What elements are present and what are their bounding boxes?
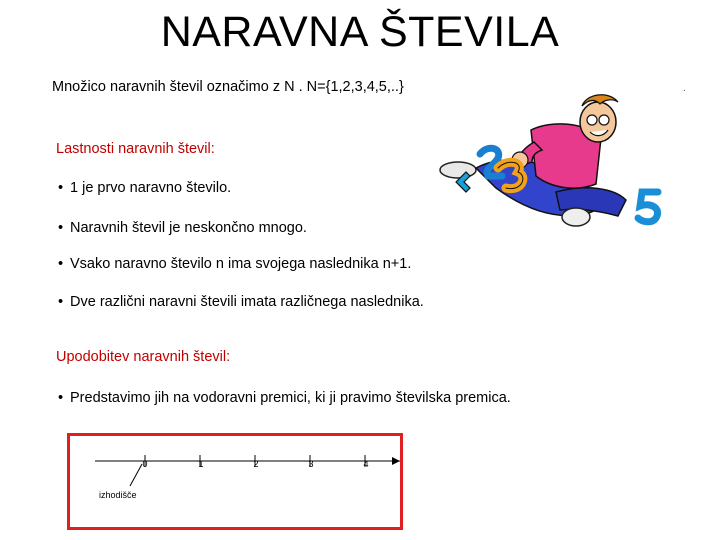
tick-label-4: 4	[363, 459, 369, 469]
representation-heading: Upodobitev naravnih števil:	[56, 349, 231, 365]
tick-label-2: 2	[253, 459, 259, 469]
list-item-text: Predstavimo jih na vodoravni premici, ki ji pravimo številska premica.	[70, 390, 511, 406]
origin-pointer	[130, 464, 142, 486]
number-line	[70, 436, 400, 527]
list-item	[58, 390, 511, 406]
boy-with-numbers-clipart	[436, 92, 680, 242]
bullet-icon: •	[58, 390, 64, 406]
bullet-icon: •	[58, 220, 64, 236]
tick-label-3: 3	[308, 459, 314, 469]
bullet-icon: •	[58, 256, 64, 272]
page-title: NARAVNA ŠTEVILA	[160, 8, 560, 56]
list-item	[58, 220, 307, 236]
list-item-text: 1 je prvo naravno število.	[70, 180, 232, 196]
list-item	[58, 294, 424, 310]
bullet-icon: •	[58, 294, 64, 310]
corner-dot: .	[683, 83, 686, 94]
origin-label: izhodišče	[99, 490, 137, 500]
list-item-text: Vsako naravno število n ima svojega naslednika n+1.	[70, 256, 412, 272]
intro-text: Množico naravnih števil označimo z N . N={1,2,3,4,5,..}	[52, 79, 404, 95]
list-item	[58, 180, 231, 196]
bullet-icon: •	[58, 180, 64, 196]
list-item-text: Naravnih števil je neskončno mnogo.	[70, 220, 307, 236]
properties-heading: Lastnosti naravnih števil:	[56, 141, 215, 157]
number-line-frame	[67, 433, 403, 530]
tick-label-1: 1	[198, 459, 204, 469]
list-item	[58, 256, 411, 272]
list-item-text: Dve različni naravni števili imata različnega naslednika.	[70, 294, 424, 310]
tick-label-0: 0	[142, 459, 148, 469]
